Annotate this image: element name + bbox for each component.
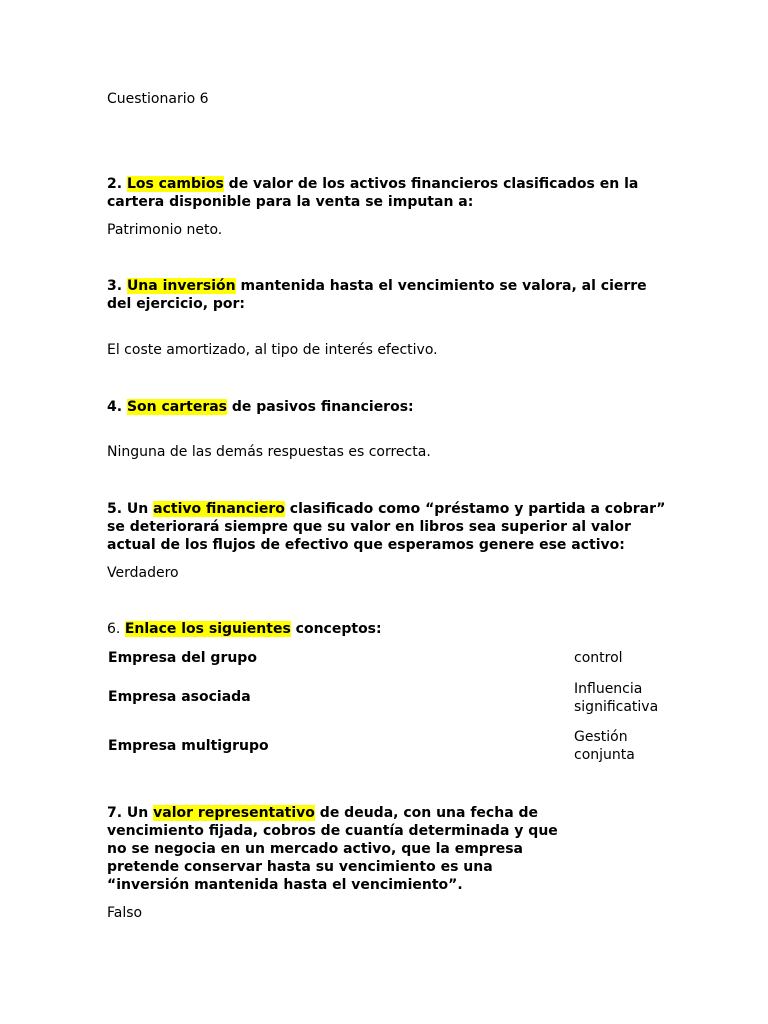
question-3 (107, 277, 647, 313)
question-text: de valor de los activos financieros clasificados en la cartera disponible para la venta se imputan a: (107, 176, 639, 210)
question-number: 3. (107, 278, 127, 294)
question-4 (107, 398, 414, 416)
answer-7: Falso (107, 905, 143, 921)
question-number: 4. (107, 399, 127, 415)
question-number: 2. (107, 176, 127, 192)
question-7 (107, 804, 562, 894)
question-text: de pasivos financieros: (227, 399, 414, 415)
concept-right: Influencia significativa (574, 681, 659, 715)
answer-4: Ninguna de las demás respuestas es correcta. (107, 444, 431, 460)
question-text: de deuda, con una fecha de vencimiento fijada, cobros de cuantía determinada y que no se negocia en un mercado activo, que la empresa pretende conservar hasta su vencimiento es una “inversión mantenida hasta el vencimiento”. (107, 805, 558, 893)
question-number: 7. Un (107, 805, 154, 821)
answer-5: Verdadero (107, 565, 179, 581)
answer-3: El coste amortizado, al tipo de interés efectivo. (107, 342, 438, 358)
question-number: 6. (107, 621, 125, 637)
highlighted-text: activo financiero (153, 501, 285, 517)
question-2 (107, 175, 647, 211)
concept-left: Empresa asociada (108, 689, 251, 705)
question-text: clasificado como “préstamo y partida a cobrar” se deteriorará siempre que su valor en libros sea superior al valor actual de los flujos de efectivo que esperamos genere ese activo: (107, 501, 666, 553)
highlighted-text: Los cambios (126, 176, 224, 192)
document-title: Cuestionario 6 (107, 91, 209, 107)
concept-right: control (574, 650, 623, 666)
question-5 (107, 500, 667, 554)
highlighted-text: Son carteras (126, 399, 228, 415)
question-text: mantenida hasta el vencimiento se valora, al cierre del ejercicio, por: (107, 278, 647, 312)
question-number: 5. Un (107, 501, 154, 517)
concept-right: Gestión conjunta (574, 729, 635, 763)
question-text: conceptos: (290, 621, 382, 637)
question-6 (107, 620, 382, 638)
highlighted-text: valor representativo (153, 805, 315, 821)
concept-left: Empresa multigrupo (108, 738, 269, 754)
highlighted-text: Enlace los siguientes (124, 621, 291, 637)
answer-2: Patrimonio neto. (107, 222, 223, 238)
concept-left: Empresa del grupo (108, 650, 257, 666)
highlighted-text: Una inversión (126, 278, 236, 294)
